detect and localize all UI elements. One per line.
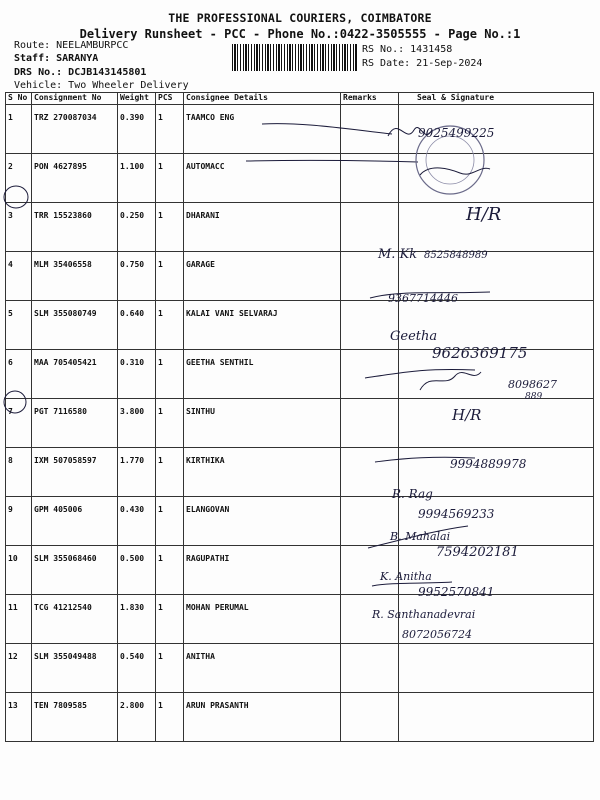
cell-consignee: KIRTHIKA	[184, 448, 341, 497]
cell-sno: 8	[6, 448, 32, 497]
table-row	[6, 105, 594, 154]
cell-remarks	[341, 105, 399, 154]
cell-seal	[399, 546, 594, 595]
vehicle-label: Vehicle: Two Wheeler Delivery	[14, 80, 189, 91]
sig-row7: 8098627	[508, 378, 557, 391]
cell-consignee: TAAMCO ENG	[184, 105, 341, 154]
cell-weight: 0.430	[118, 497, 156, 546]
sig-row6-phone: 9626369175	[432, 344, 528, 362]
cell-consignee: ANITHA	[184, 644, 341, 693]
table-row	[6, 301, 594, 350]
cell-sno: 2	[6, 154, 32, 203]
sig-row4-name: M. Kk	[378, 247, 418, 262]
cell-pcs: 1	[156, 252, 184, 301]
sig-row3: H/R	[466, 204, 502, 225]
cell-pcs: 1	[156, 546, 184, 595]
cell-consignment: PGT 7116580	[32, 399, 118, 448]
cell-pcs: 1	[156, 301, 184, 350]
cell-consignee: GARAGE	[184, 252, 341, 301]
cell-consignment: IXM 507058597	[32, 448, 118, 497]
rs-number: RS No.: 1431458	[362, 44, 453, 55]
sig-row4-phone: 8525848989	[424, 250, 488, 261]
table-row	[6, 350, 594, 399]
cell-pcs: 1	[156, 105, 184, 154]
cell-consignee: ARUN PRASANTH	[184, 693, 341, 742]
cell-pcs: 1	[156, 448, 184, 497]
cell-seal	[399, 693, 594, 742]
sig-row11-name: B. Mahalai	[390, 530, 451, 543]
cell-remarks	[341, 154, 399, 203]
cell-remarks	[341, 252, 399, 301]
cell-sno: 9	[6, 497, 32, 546]
cell-sno: 1	[6, 105, 32, 154]
cell-consignee: DHARANI	[184, 203, 341, 252]
table-row	[6, 546, 594, 595]
cell-weight: 0.640	[118, 301, 156, 350]
cell-seal	[399, 203, 594, 252]
sig-row7b: 889	[525, 392, 543, 402]
cell-pcs: 1	[156, 693, 184, 742]
cell-consignee: AUTOMACC	[184, 154, 341, 203]
cell-seal	[399, 399, 594, 448]
cell-sno: 7	[6, 399, 32, 448]
cell-remarks	[341, 448, 399, 497]
sig-row13-name: R. Santhanadevrai	[372, 608, 476, 621]
cell-weight: 0.390	[118, 105, 156, 154]
cell-consignment: SLM 355080749	[32, 301, 118, 350]
sig-row13-phone: 8072056724	[402, 628, 472, 641]
cell-seal	[399, 350, 594, 399]
cell-pcs: 1	[156, 497, 184, 546]
table-row	[6, 154, 594, 203]
cell-sno: 3	[6, 203, 32, 252]
col-consignee: Consignee Details	[184, 93, 341, 105]
table-row	[6, 399, 594, 448]
sig-row12-phone: 9952570841	[418, 585, 495, 599]
delivery-table	[5, 92, 594, 742]
col-sno: S No	[6, 93, 32, 105]
cell-sno: 5	[6, 301, 32, 350]
cell-remarks	[341, 546, 399, 595]
cell-consignment: MLM 35406558	[32, 252, 118, 301]
table-row	[6, 203, 594, 252]
cell-weight: 2.800	[118, 693, 156, 742]
cell-sno: 4	[6, 252, 32, 301]
cell-remarks	[341, 693, 399, 742]
cell-consignee: RAGUPATHI	[184, 546, 341, 595]
cell-consignment: PON 4627895	[32, 154, 118, 203]
runsheet-subtitle: Delivery Runsheet - PCC - Phone No.:0422-3505555 - Page No.:1	[79, 27, 521, 41]
col-pcs: PCS	[156, 93, 184, 105]
staff-label: Staff: SARANYA	[14, 53, 99, 64]
cell-consignment: SLM 355068460	[32, 546, 118, 595]
cell-pcs: 1	[156, 154, 184, 203]
cell-remarks	[341, 301, 399, 350]
sig-row1: 9025499225	[418, 126, 495, 140]
sig-row8: H/R	[452, 406, 482, 424]
cell-consignee: KALAI VANI SELVARAJ	[184, 301, 341, 350]
cell-weight: 0.500	[118, 546, 156, 595]
route-label: Route: NEELAMBURPCC	[14, 40, 129, 51]
cell-weight: 0.250	[118, 203, 156, 252]
cell-weight: 0.750	[118, 252, 156, 301]
cell-sno: 10	[6, 546, 32, 595]
cell-sno: 12	[6, 644, 32, 693]
sig-row9: 9994889978	[450, 457, 527, 471]
rs-date: RS Date: 21-Sep-2024	[362, 58, 483, 69]
table-row	[6, 252, 594, 301]
cell-remarks	[341, 203, 399, 252]
cell-consignee: SINTHU	[184, 399, 341, 448]
cell-seal	[399, 301, 594, 350]
drs-number: DRS No.: DCJB143145801	[14, 67, 147, 78]
cell-consignment: TRR 15523860	[32, 203, 118, 252]
cell-weight: 3.800	[118, 399, 156, 448]
cell-consignment: TRZ 270087034	[32, 105, 118, 154]
cell-weight: 1.770	[118, 448, 156, 497]
cell-seal	[399, 497, 594, 546]
col-weight: Weight	[118, 93, 156, 105]
col-seal-signature: Seal & Signature	[399, 93, 594, 105]
cell-seal	[399, 595, 594, 644]
cell-consignee: GEETHA SENTHIL	[184, 350, 341, 399]
cell-consignment: GPM 405006	[32, 497, 118, 546]
cell-remarks	[341, 497, 399, 546]
cell-consignment: SLM 355049488	[32, 644, 118, 693]
barcode	[232, 44, 358, 71]
cell-sno: 6	[6, 350, 32, 399]
cell-weight: 1.100	[118, 154, 156, 203]
sig-row6-name: Geetha	[390, 329, 438, 344]
cell-weight: 0.540	[118, 644, 156, 693]
sig-row10-name: R. Rag	[392, 487, 433, 501]
cell-remarks	[341, 350, 399, 399]
sig-row12-name: K. Anitha	[380, 570, 432, 583]
table-header-row	[6, 93, 594, 105]
cell-seal	[399, 105, 594, 154]
cell-remarks	[341, 595, 399, 644]
cell-consignment: MAA 705405421	[32, 350, 118, 399]
col-consignment: Consignment No	[32, 93, 118, 105]
cell-weight: 0.310	[118, 350, 156, 399]
table-row	[6, 595, 594, 644]
table-row	[6, 644, 594, 693]
col-remarks: Remarks	[341, 93, 399, 105]
cell-pcs: 1	[156, 399, 184, 448]
cell-seal	[399, 252, 594, 301]
cell-consignment: TEN 7809585	[32, 693, 118, 742]
sig-row5: 9367714446	[388, 292, 458, 305]
cell-consignment: TCG 41212540	[32, 595, 118, 644]
cell-seal	[399, 644, 594, 693]
table-row	[6, 693, 594, 742]
cell-seal	[399, 154, 594, 203]
sig-row10-phone: 9994569233	[418, 507, 495, 521]
cell-seal	[399, 448, 594, 497]
table-row	[6, 448, 594, 497]
table-row	[6, 497, 594, 546]
cell-remarks	[341, 399, 399, 448]
cell-sno: 13	[6, 693, 32, 742]
cell-pcs: 1	[156, 595, 184, 644]
cell-pcs: 1	[156, 203, 184, 252]
cell-sno: 11	[6, 595, 32, 644]
cell-weight: 1.830	[118, 595, 156, 644]
sig-row11-phone: 7594202181	[436, 545, 519, 560]
company-title: THE PROFESSIONAL COURIERS, COIMBATORE	[168, 11, 432, 25]
cell-remarks	[341, 644, 399, 693]
cell-consignee: ELANGOVAN	[184, 497, 341, 546]
cell-pcs: 1	[156, 350, 184, 399]
cell-pcs: 1	[156, 644, 184, 693]
cell-consignee: MOHAN PERUMAL	[184, 595, 341, 644]
